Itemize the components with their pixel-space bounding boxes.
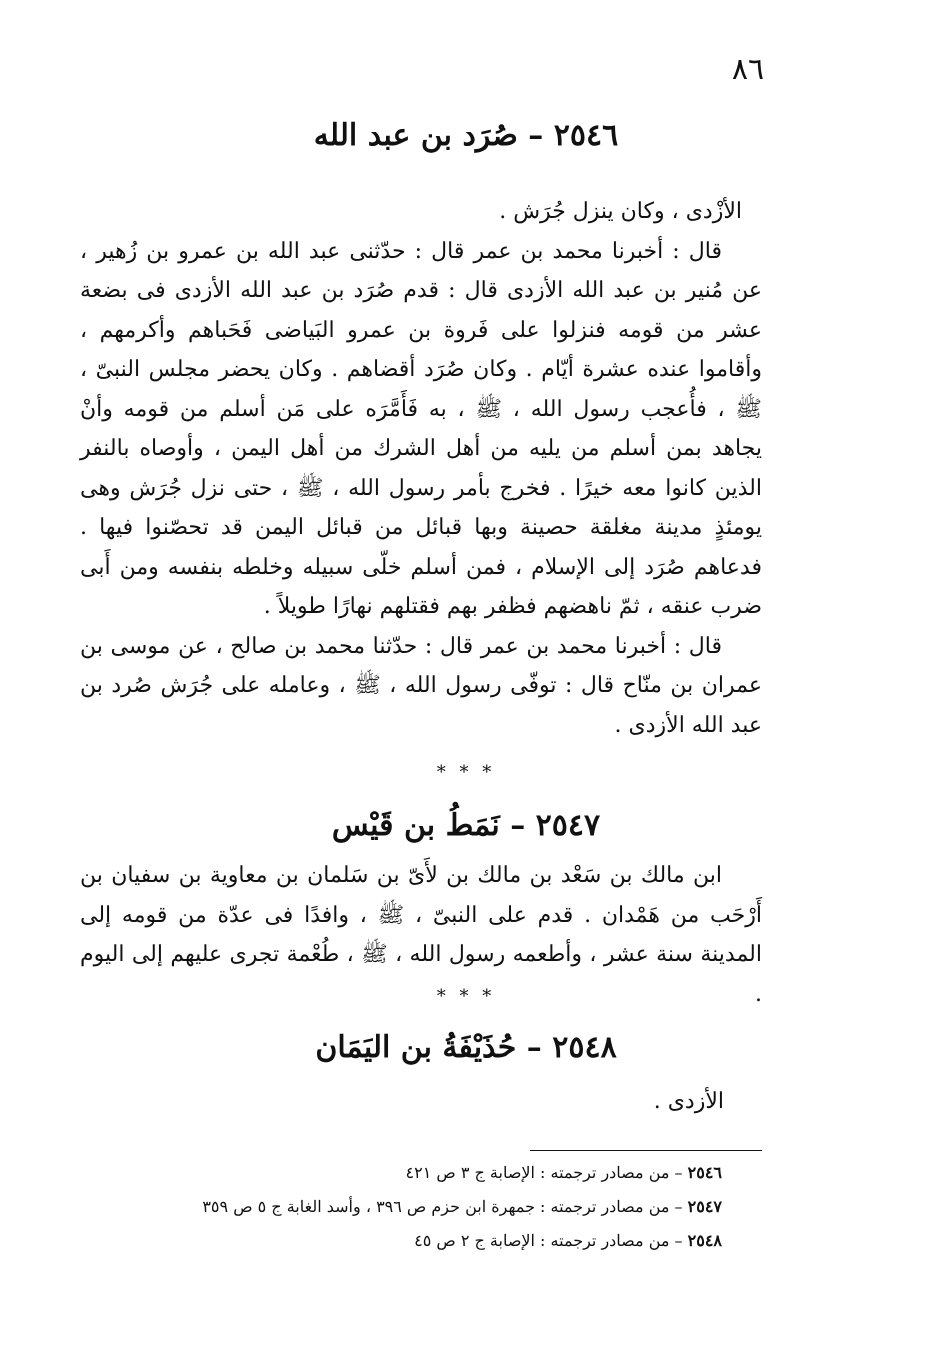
footnote-text: – من مصادر ترجمته : جمهرة ابن حزم ص ٣٩٦ ، وأسد الغابة ج ٥ ص ٣٥٩ [202, 1197, 688, 1216]
footnote-number: ٢٥٤٧ [687, 1197, 722, 1216]
footnote-text: – من مصادر ترجمته : الإصابة ج ٢ ص ٤٥ [414, 1231, 688, 1250]
section-separator: * * * [436, 762, 496, 783]
entry-body-2548 [80, 1082, 762, 1122]
footnote-number: ٢٥٤٦ [687, 1163, 722, 1182]
page-number: ٨٦ [731, 52, 765, 87]
entry-paragraph: الأزْدى ، وكان ينزل جُرَش . [499, 199, 742, 224]
entry-title-2547: ٢٥٤٧ – نَمَطُ بن قَيْس [331, 808, 601, 843]
entry-paragraph: قال : أخبرنا محمد بن عمر قال : حدّثنا محمد بن صالح ، عن موسى بن عمران بن منّاح قال : توفّى رسول الله ، ﷺ ، وعامله على جُرَش صُرد بن عبد الله الأزدى . [80, 633, 762, 738]
footnote-line [70, 1224, 722, 1258]
section-separator: * * * [436, 986, 496, 1007]
entry-paragraph: الأزدى . [653, 1089, 724, 1114]
entry-paragraph: ابن مالك بن سَعْد بن مالك بن لأَىّ بن سَلمان بن معاوية بن سفيان بن أَرْحَب من هَمْدان . قدم على النبىّ ، ﷺ ، وافدًا فى عدّة من قومه إلى المدينة سنة عشر ، وأطعمه رسول الله ، ﷺ ، طُعْمة تجرى عليهم إلى اليوم . [80, 863, 762, 1007]
footnotes [70, 1156, 722, 1258]
entry-title-2546: ٢٥٤٦ – صُرَد بن عبد الله [313, 118, 619, 153]
footnote-line [70, 1156, 722, 1190]
entry-paragraph: قال : أخبرنا محمد بن عمر قال : حدّثنى عبد الله بن عمرو بن زُهير ، عن مُنير بن عبد الله الأزدى قال : قدم صُرَد بن عبد الله الأزدى فى بضعة عشر من قومه فنزلوا على فَروة بن عمرو البَياضى فَحَباهم وأكرمهم ، وأقاموا عنده عشرة أيّام . وكان صُرَد أقضاهم . وكان يحضر مجلس النبىّ ، ﷺ ، فأُعجب رسول الله ، ﷺ ، به فَأَمَّرَه على مَن أسلم من قومه وأنْ يجاهد بمن أسلم من يليه من أهل الشرك من أهل اليمن ، وأوصاه بالنفر الذين كانوا معه خيرًا . فخرج بأمر رسول الله ، ﷺ ، حتى نزل جُرَش وهى يومئذٍ مدينة مغلقة حصينة وبها قبائل من قبائل اليمن قد تحصّنوا فيها . فدعاهم صُرَد إلى الإسلام ، فمن أسلم خلّى سبيله وخلطه بنفسه ومن أَبى ضرب عنقه ، ثمّ ناهضهم فظفر بهم فقتلهم نهارًا طويلاً . [80, 238, 762, 619]
footnote-text: – من مصادر ترجمته : الإصابة ج ٣ ص ٤٢١ [405, 1163, 688, 1182]
entry-body-2546 [80, 192, 762, 745]
footnote-line [70, 1190, 722, 1224]
footnote-divider [530, 1150, 762, 1151]
footnote-number: ٢٥٤٨ [687, 1231, 722, 1250]
entry-title-2548: ٢٥٤٨ – حُذَيْفَةُ بن اليَمَان [315, 1030, 617, 1065]
